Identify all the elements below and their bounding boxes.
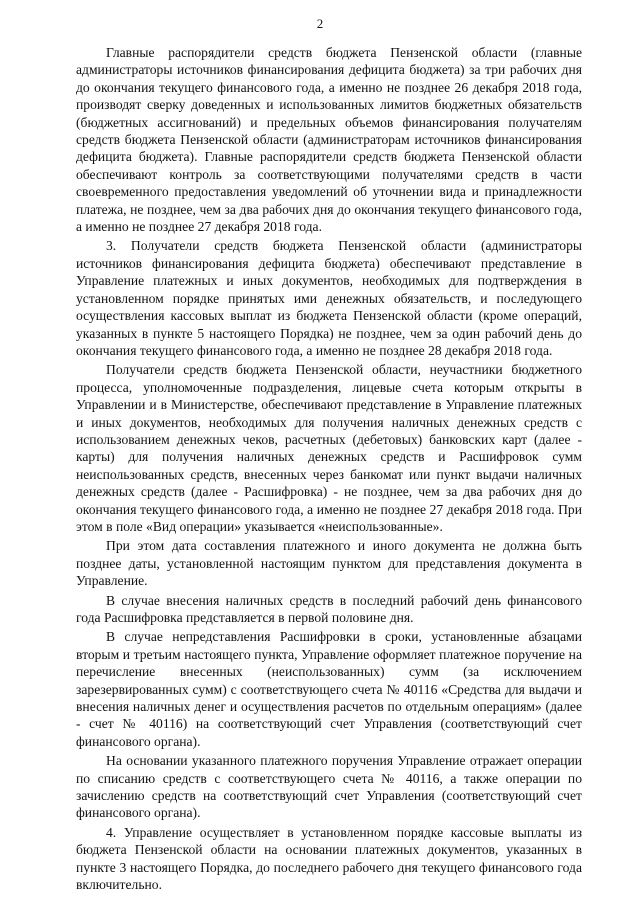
paragraph-document-date: При этом дата составления платежного и иного документа не должна быть позднее даты, установленной настоящим пунктом для представления документа в Управление. bbox=[76, 538, 582, 589]
paragraph-no-decoding: В случае непредставления Расшифровки в сроки, установленные абзацами вторым и третьим настоящего пункта, Управление оформляет платежное поручение на перечисление внесенных (неиспользованных) сумм (за исключением зарезервированных сумм) с соответствующего счета № 40116 «Средства для выдачи и внесения наличных денег и осуществления расчетов по отдельным операциям» (далее - счет № 40116) на соответствующий счет Управления (соответствующий счет финансового органа). bbox=[76, 629, 582, 749]
paragraph-item-4: 4. Управление осуществляет в установленном порядке кассовые выплаты из бюджета Пензенской области на основании платежных документов, указанных в пункте 3 настоящего Порядка, до последнего рабочего дня текущего финансового года включительно. bbox=[76, 824, 582, 893]
paragraph-main-distributors: Главные распорядители средств бюджета Пензенской области (главные администраторы источников финансирования дефицита бюджета) за три рабочих дня до окончания текущего финансового года, а именно не позднее 26 декабря 2018 года, производят сверку доведенных и использованных лимитов бюджетных обязательств (бюджетных ассигнований) и предельных объемов финансирования получателям средств бюджета Пензенской области (администраторам источников финансирования дефицита бюджета). Главные распорядители средств бюджета Пензенской области обеспечивают контроль за соответствующими получателями средств в части своевременного предоставления уведомлений об уточнении вида и принадлежности платежа, не позднее, чем за два рабочих дня до окончания текущего финансового года, а именно не позднее 27 декабря 2018 года. bbox=[76, 45, 582, 235]
paragraph-payment-order: На основании указанного платежного поручения Управление отражает операции по списанию средств с соответствующего счета № 40116, а также операции по зачислению средств на соответствующий счет Управления (соответствующий счет финансового органа). bbox=[76, 753, 582, 821]
document-body bbox=[76, 44, 582, 896]
page-number: 2 bbox=[316, 16, 324, 31]
paragraph-item-3: 3. Получатели средств бюджета Пензенской области (администраторы источников финансирования дефицита бюджета) обеспечивают представление в Управление платежных и иных документов, необходимых для подтверждения в установленном порядке принятых ими денежных обязательств, и последующего осуществления кассовых выплат из бюджета Пензенской области (кроме операций, указанных в пункте 5 настоящего Порядка) не позднее, чем за один рабочий день до окончания текущего финансового года, а именно не позднее 28 декабря 2018 года. bbox=[76, 238, 582, 358]
paragraph-non-participants: Получатели средств бюджета Пензенской области, неучастники бюджетного процесса, уполномоченные подразделения, лицевые счета которым открыты в Управлении и в Министерстве, обеспечивают представление в Управление платежных и иных документов, необходимых для получения наличных денежных средств с использованием денежных чеков, расчетных (дебетовых) банковских карт (далее - карты) для получения наличных денежных средств и Расшифровок сумм неиспользованных средств, внесенных через банкомат или пункт выдачи наличных денежных средств (далее - Расшифровка) - не позднее, чем за два рабочих дня до окончания текущего финансового года, а именно не позднее 27 декабря 2018 года. При этом в поле «Вид операции» указывается «неиспользованные». bbox=[76, 362, 582, 534]
paragraph-last-day-cash: В случае внесения наличных средств в последний рабочий день финансового года Расшифровка представляется в первой половине дня. bbox=[76, 592, 582, 625]
